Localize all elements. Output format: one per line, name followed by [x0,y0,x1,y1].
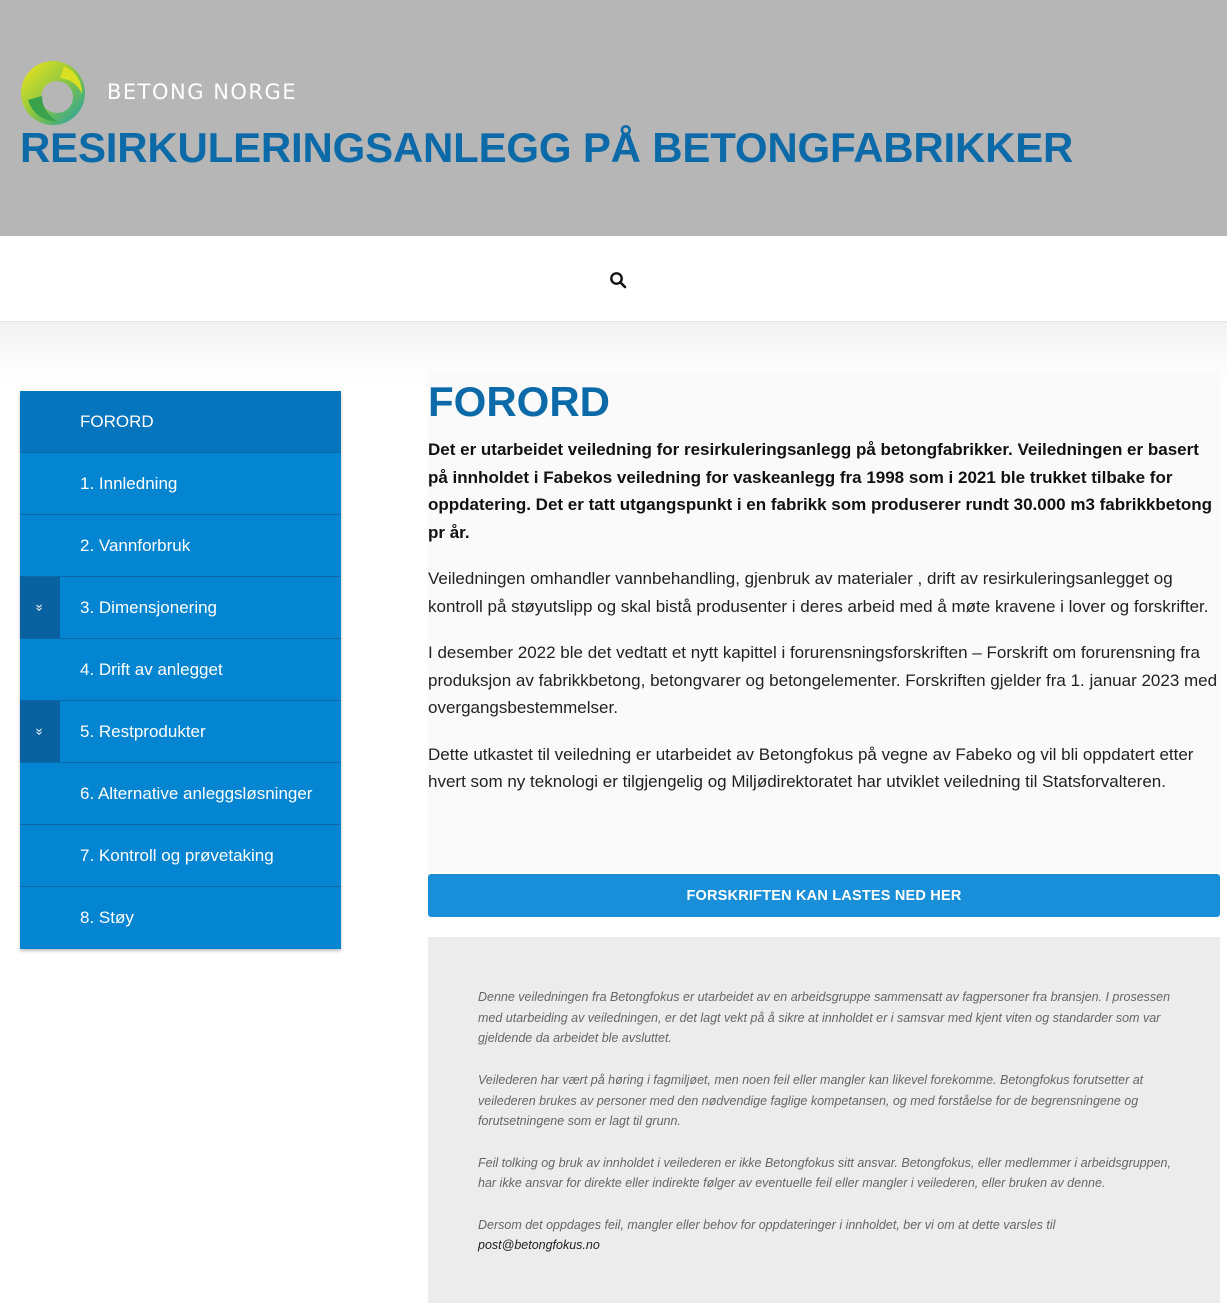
chapter-sidebar [20,391,341,949]
disclaimer-box [428,937,1220,1303]
search-button[interactable] [609,271,631,293]
page-title: FORORD [428,378,610,425]
disclaimer-paragraph: Veilederen har vært på høring i fagmiljøet, men noen feil eller mangler kan likevel forekomme. Betongfokus forutsetter at veilederen brukes av personer med den nødvendige faglige kompetansen, og med forståelse for de begrensningene og forutsetningene som er lagt til grunn. [478,1072,1144,1129]
sidebar-item-alternative[interactable] [20,763,341,825]
sidebar-item-label: 7. Kontroll og prøvetaking [80,846,274,865]
disclaimer-text [478,987,1178,1256]
sidebar-item-label: 3. Dimensjonering [80,598,218,617]
sidebar-item-label: 2. Vannforbruk [80,536,191,555]
sidebar-item-dimensjonering[interactable] [20,577,341,639]
logo-text: BETONG NORGE [107,80,298,104]
body-paragraph: I desember 2022 ble det vedtatt et nytt kapittel i forurensningsforskriften – Forskrift om forurensning fra produksjon av fabrikkbetong, betongvarer og betongelementer. Forskriften gjelder fra 1. januar 2023 med overgangsbestemmelser. [428,643,1218,717]
expand-toggle-icon[interactable]: » [20,577,60,638]
sidebar-item-label: 1. Innledning [80,474,178,493]
site-logo[interactable] [20,60,320,126]
expand-toggle-icon[interactable]: » [20,701,60,762]
contact-email-link[interactable]: post@betongfokus.no [478,1238,600,1253]
sidebar-item-kontroll[interactable] [20,825,341,887]
top-navbar [0,236,1227,322]
download-regulation-button[interactable]: FORSKRIFTEN KAN LASTES NED HER [428,874,1220,917]
disclaimer-paragraph: Feil tolking og bruk av innholdet i veilederen er ikke Betongfokus sitt ansvar. Betongfokus, eller medlemmer i arbeidsgruppen, har ikke ansvar for direkte eller indirekte følger av eventuelle feil eller mangler i veilederen, eller bruken av denne. [478,1155,1171,1191]
search-icon [609,271,627,289]
disclaimer-paragraph [478,1215,1178,1256]
body-paragraph: Dette utkastet til veiledning er utarbeidet av Betongfokus på vegne av Fabeko og vil bli oppdatert etter hvert som ny teknologi er tilgjengelig og Miljødirektoratet har utviklet veiledning til Statsforvalteren. [428,744,1194,791]
sidebar-item-stoy[interactable] [20,887,341,949]
disclaimer-paragraph: Denne veiledningen fra Betongfokus er utarbeidet av en arbeidsgruppe sammensatt av fagpersoner fra bransjen. I prosessen med utarbeiding av veiledningen, er det lagt vekt på å sikre at innholdet er i samsvar med kjent viten og standarder som var gjeldende da arbeidet ble avsluttet. [478,990,1171,1046]
disclaimer-contact-text: Dersom det oppdages feil, mangler eller behov for oppdateringer i innholdet, ber vi om at dette varsles til [478,1217,1056,1232]
sidebar-item-label: 4. Drift av anlegget [80,660,223,679]
site-title: RESIRKULERINGSANLEGG PÅ BETONGFABRIKKER [20,124,1074,171]
body-paragraph: Veiledningen omhandler vannbehandling, gjenbruk av materialer , drift av resirkuleringsanlegget og kontroll på støyutslipp og skal bistå produsenter i deres arbeid med å møte kravene i lover og forskrifter. [428,569,1209,616]
betong-norge-logo-icon [20,60,86,126]
forord-text [428,436,1220,815]
site-header [0,0,1227,236]
sidebar-item-label: 8. Støy [80,908,134,927]
sidebar-item-vannforbruk[interactable] [20,515,341,577]
sidebar-item-label: 5. Restprodukter [80,722,206,741]
lead-paragraph: Det er utarbeidet veiledning for resirkuleringsanlegg på betongfabrikker. Veiledningen er basert på innholdet i Fabekos veiledning for vaskeanlegg fra 1998 som i 2021 ble trukket tilbake for oppdatering. Det er tatt utgangspunkt i en fabrikk som produserer rundt 30.000 m3 fabrikkbetong pr år. [428,440,1213,542]
sidebar-item-restprodukter[interactable] [20,701,341,763]
sidebar-item-label: FORORD [80,412,154,431]
sidebar-item-drift[interactable] [20,639,341,701]
sidebar-item-forord[interactable] [20,391,341,453]
sidebar-item-innledning[interactable] [20,453,341,515]
sidebar-item-label: 6. Alternative anleggsløsninger [80,784,313,803]
